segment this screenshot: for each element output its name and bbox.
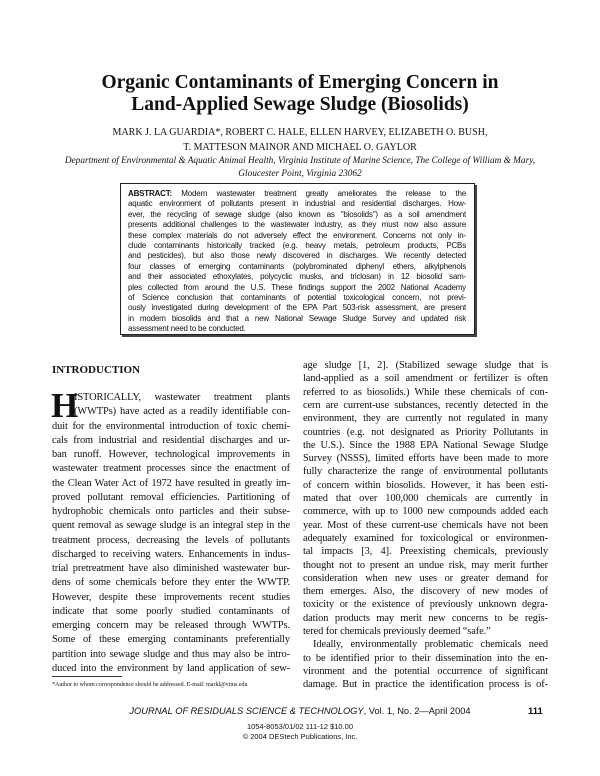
- abstract-line: clude contaminants historically tracked (e.g. heavy metals, petroleum products, PCBs: [128, 241, 466, 250]
- copyright-line: © 2004 DEStech Publications, Inc.: [242, 732, 358, 741]
- text-line: damage. But in practice the identification process is of-: [303, 679, 548, 691]
- abstract-line: assessment need to be conducted.: [128, 324, 246, 334]
- abstract-line: and their associated ethoxylates, polycyclic musks, and triclosan) in 12 biosolid sam-: [128, 272, 466, 282]
- text-line: mated that over 100,000 chemicals are currently in: [303, 493, 548, 504]
- text-line: ban runoff. However, technological improvements in: [52, 449, 290, 460]
- text-line: cals from industrial and residential discharges and ur-: [52, 434, 290, 446]
- text-line: partition into sewage sludge and thus may also be intro-: [52, 648, 290, 660]
- text-line: treatment process, decreasing the levels of pollutants: [52, 534, 290, 546]
- text-line: duced into the environment by land application of sew-: [52, 662, 290, 674]
- paper-title-line-1: Organic Contaminants of Emerging Concern in: [101, 72, 499, 93]
- text-line: adequately examined for toxicological or environmen-: [303, 532, 548, 544]
- abstract-line: of Science conclusion that contaminants of potential toxicological concern, not previ-: [128, 293, 466, 302]
- text-line: cern are current-use substances, recently detected in the: [303, 399, 548, 411]
- text-line: (WWTPs) have acted as a readily identifiable con-: [74, 406, 290, 418]
- abstract-line: in modern biosolids and that a new National Sewage Sludge Survey and updated risk: [128, 313, 466, 323]
- abstract-label: ABSTRACT:: [128, 189, 172, 198]
- footnote: *Author to whom correspondence should be addressed. E-mail: markl@vims.edu: [52, 682, 248, 688]
- abstract-line: and pesticides), but also those newly discovered in discharges. We recently detected: [128, 251, 466, 261]
- page-number: 111: [528, 706, 543, 717]
- text-line: thought not to present an undue risk, may merit further: [303, 559, 548, 571]
- text-line: consideration when new uses or greater demand for: [303, 572, 548, 584]
- text-line: the U.S.). Since the 1988 EPA National Sewage Sludge: [303, 439, 548, 451]
- text-line: quent removal as sewage sludge is an integral step in the: [52, 520, 290, 532]
- affiliation-line-1: Department of Environmental & Aquatic Animal Health, Virginia Institute of Marine Science, The College of William & Mary,: [64, 156, 536, 166]
- text-line: duit for the environmental introduction of toxic chemi-: [52, 420, 290, 432]
- journal-footer: [0, 706, 600, 716]
- section-heading: INTRODUCTION: [52, 364, 141, 376]
- text-line: them emerges. Also, the discovery of new modes of: [303, 586, 548, 598]
- paper-title-line-2: Land-Applied Sewage Sludge (Biosolids): [131, 94, 469, 115]
- affiliation-line-2: Gloucester Point, Virginia 23062: [238, 169, 362, 179]
- text-line: Some of these emerging contaminants preferentially: [52, 634, 290, 646]
- text-line: wastewater treatment processes since the enactment of: [52, 463, 290, 475]
- footnote-divider: [52, 676, 122, 677]
- authors-line-1: MARK J. LA GUARDIA*, ROBERT C. HALE, ELLEN HARVEY, ELIZABETH O. BUSH,: [112, 127, 488, 138]
- text-line: Survey (NSSS), limited efforts have been made to more: [303, 453, 548, 465]
- abstract-line-text: Modern wastewater treatment greatly ameliorates the release to the: [171, 189, 466, 198]
- text-line: year. Most of these current-use chemicals have not been: [303, 519, 548, 531]
- text-line: countries (e.g. not designated as Priority Pollutants in: [303, 426, 548, 438]
- text-line: commerce, with up to 1000 new compounds added each: [303, 506, 548, 518]
- authors-line-2: T. MATTESON MAINOR AND MICHAEL O. GAYLOR: [183, 142, 417, 153]
- journal-issue: , Vol. 1, No. 2—April 2004: [363, 706, 471, 716]
- abstract-line: ever, the recycling of sewage sludge (also known as "biosolids") as a soil amendment: [128, 209, 466, 219]
- text-line: fully characterize the range of environmental pollutants: [303, 466, 548, 478]
- text-line: age sludge [1, 2]. (Stabilized sewage sludge that is: [303, 360, 548, 371]
- text-line: referred to as biosolids.) While these chemicals of con-: [303, 386, 548, 398]
- abstract-line: presents additional challenges to the wastewater industry, as they must now also assure: [128, 220, 466, 230]
- drop-cap: H: [51, 386, 79, 425]
- text-line: toxicity or the existence of previously unknown degra-: [303, 599, 548, 611]
- abstract-line: these complex materials do not adversely effect the environment. Concerns not only in-: [128, 230, 466, 240]
- text-line: environment, they are currently not regulated in many: [303, 413, 548, 425]
- text-line: of concern within biosolids. However, it has been esti-: [303, 479, 548, 491]
- text-line: the Clean Water Act of 1972 have resulted in greatly im-: [52, 477, 290, 489]
- text-line: proved pollutant removal efficiencies. Partitioning of: [52, 491, 290, 503]
- text-line: tal impacts [3, 4]. Preexisting chemicals, previously: [303, 546, 548, 558]
- abstract-line: four classes of emerging contaminants (polybrominated diphenyl ethers, alkylphenols: [128, 261, 466, 271]
- text-line: hydrophobic chemicals onto particles and their subse-: [52, 506, 290, 517]
- text-line: ISTORICALLY, wastewater treatment plants: [74, 392, 290, 403]
- abstract-line: ously investigated during development of the EPA Part 503-risk assessment, are present: [128, 303, 466, 313]
- text-line: land-applied as a soil amendment or fertilizer is often: [303, 373, 548, 385]
- journal-name: JOURNAL OF RESIDUALS SCIENCE & TECHNOLOGY: [129, 706, 364, 716]
- text-line: vironment and the potential occurrence of significant: [303, 665, 548, 677]
- text-line: to be identified prior to their dissemination into the en-: [303, 652, 548, 664]
- text-line: However, despite these improvements recent studies: [52, 591, 290, 603]
- text-line: trial pretreatment have also diminished wastewater bur-: [52, 563, 290, 574]
- text-line: Ideally, environmentally problematic chemicals need: [313, 639, 548, 651]
- text-line: dation products may merit new concerns to be regis-: [303, 612, 548, 624]
- text-line: dens of some chemicals before they enter the WWTP.: [52, 577, 290, 589]
- text-line: emerging concern may be released through WWTPs.: [52, 620, 290, 631]
- text-line: indicate that some poorly studied contaminants of: [52, 605, 290, 617]
- abstract-line: ples collected from around the U.S. These findings support the 2002 National Academy: [128, 282, 466, 292]
- abstract-line: aquatic environment of pollutants present in industrial and residential discharges. How-: [128, 199, 466, 209]
- text-line: discharged to receiving waters. Enhancements in indus-: [52, 548, 290, 560]
- issn-line: 1054-8053/01/02 111-12 $10.00: [246, 722, 354, 731]
- text-line: tered for chemicals previously deemed “safe.”: [303, 626, 491, 637]
